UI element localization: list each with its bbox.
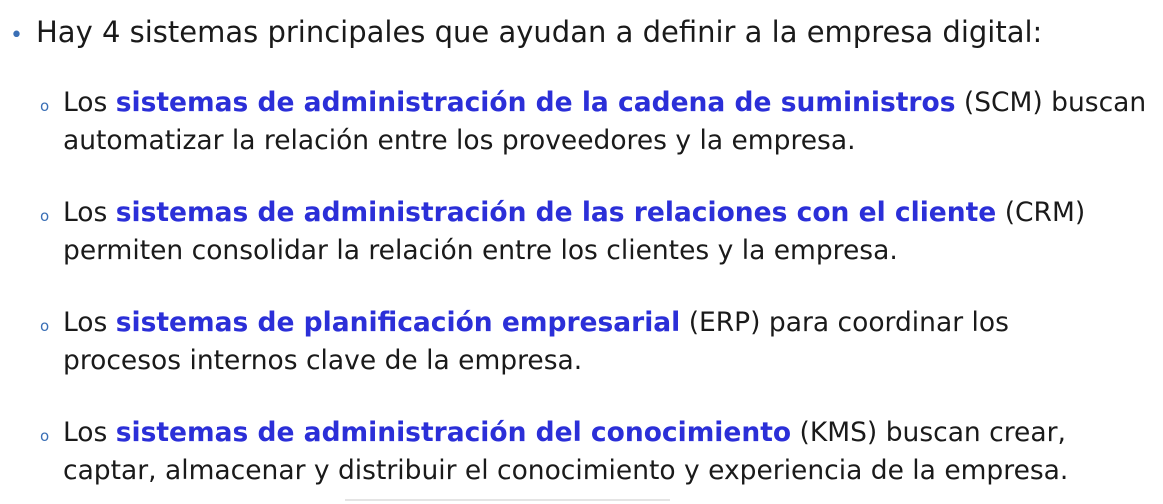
circle-bullet-icon: o (40, 97, 50, 115)
sub-bullet-line-1 (63, 414, 1150, 452)
suffix-text: (KMS) buscan crear, (791, 417, 1066, 448)
sub-bullet-erp (40, 304, 1150, 380)
circle-bullet-icon: o (40, 207, 50, 225)
suffix-text: (SCM) buscan (955, 87, 1147, 118)
suffix-text: (ERP) para coordinar los (680, 307, 1009, 338)
sub-bullet-crm (40, 194, 1150, 270)
prefix-text: Los (63, 307, 116, 338)
bullet-dot-icon: • (10, 23, 23, 48)
sub-bullet-line-1 (63, 194, 1150, 232)
highlight-term: sistemas de administración de la cadena de suministros (115, 87, 956, 118)
sub-bullet-kms (40, 414, 1150, 490)
divider (345, 499, 670, 501)
sub-bullet-line-2: procesos internos clave de la empresa. (63, 345, 583, 376)
sub-bullet-line-1 (63, 304, 1150, 342)
sub-bullet-line-2: permiten consolidar la relación entre los clientes y la empresa. (63, 235, 898, 266)
sub-bullet-line-1 (63, 84, 1150, 122)
suffix-text: (CRM) (996, 197, 1086, 228)
sub-bullet-line-2: automatizar la relación entre los proveedores y la empresa. (63, 125, 856, 156)
circle-bullet-icon: o (40, 317, 50, 335)
main-bullet-text: Hay 4 sistemas principales que ayudan a definir a la empresa digital: (36, 15, 1043, 49)
sub-bullet-scm (40, 84, 1150, 160)
prefix-text: Los (63, 197, 116, 228)
highlight-term: sistemas de planificación empresarial (115, 307, 681, 338)
prefix-text: Los (63, 87, 116, 118)
sub-bullet-line-2: captar, almacenar y distribuir el conocimiento y experiencia de la empresa. (63, 455, 1069, 486)
prefix-text: Los (63, 417, 116, 448)
circle-bullet-icon: o (40, 427, 50, 445)
highlight-term: sistemas de administración de las relaciones con el cliente (115, 197, 997, 228)
main-bullet (10, 12, 1042, 56)
highlight-term: sistemas de administración del conocimiento (115, 417, 792, 448)
